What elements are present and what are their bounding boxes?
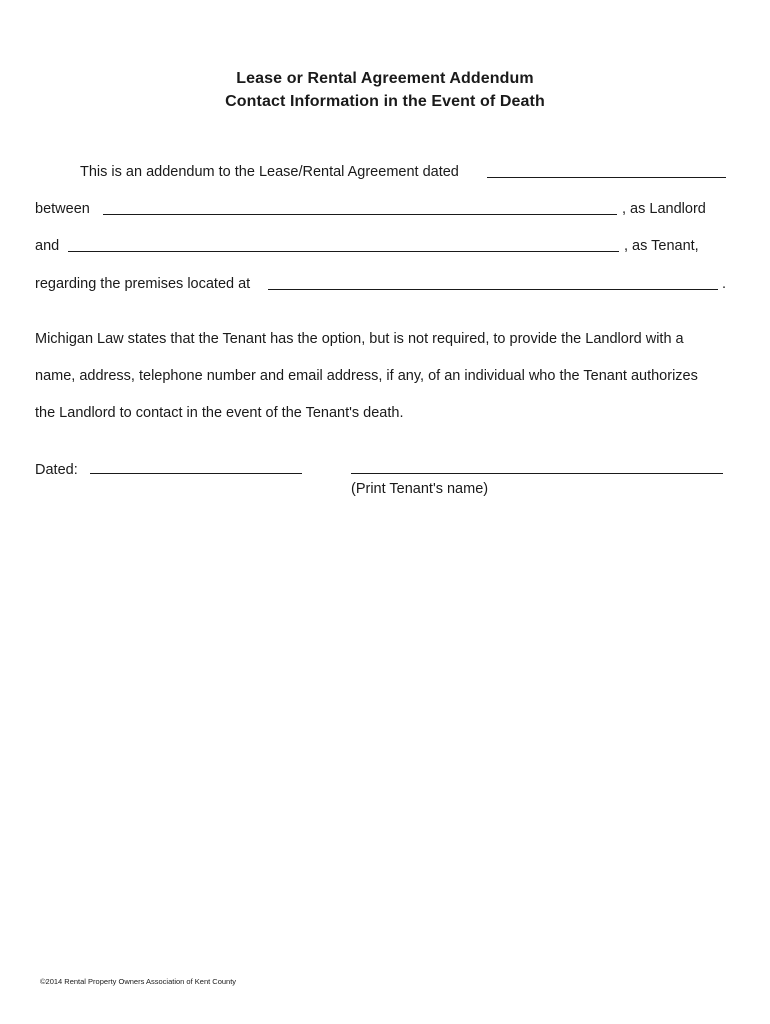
print-tenant-name-label: (Print Tenant's name) [351,481,489,497]
paragraph-line-1: Michigan Law states that the Tenant has the option, but is not required, to provide the Landlord with a [35,331,684,347]
premises-address-field[interactable] [268,289,718,290]
dated-label: Dated: [35,462,78,478]
landlord-name-field[interactable] [103,214,617,215]
premises-label: regarding the premises located at [35,276,251,292]
between-label: between [35,201,90,217]
document-subtitle: Contact Information in the Event of Death [225,93,545,110]
signature-date-field[interactable] [90,473,302,474]
and-label: and [35,238,60,254]
landlord-suffix: , as Landlord [622,201,706,217]
premises-period: . [722,276,727,292]
dated-intro-text: This is an addendum to the Lease/Rental Agreement dated [80,164,459,180]
tenant-name-field[interactable] [68,251,619,252]
copyright-footer: ©2014 Rental Property Owners Association of Kent County [40,977,237,986]
paragraph-line-2: name, address, telephone number and email address, if any, of an individual who the Tenant authorizes [35,368,698,384]
document-title: Lease or Rental Agreement Addendum [236,70,534,87]
agreement-date-field[interactable] [487,177,726,178]
paragraph-line-3: the Landlord to contact in the event of the Tenant's death. [35,405,404,421]
tenant-suffix: , as Tenant, [624,238,699,254]
print-tenant-name-field[interactable] [351,473,723,474]
